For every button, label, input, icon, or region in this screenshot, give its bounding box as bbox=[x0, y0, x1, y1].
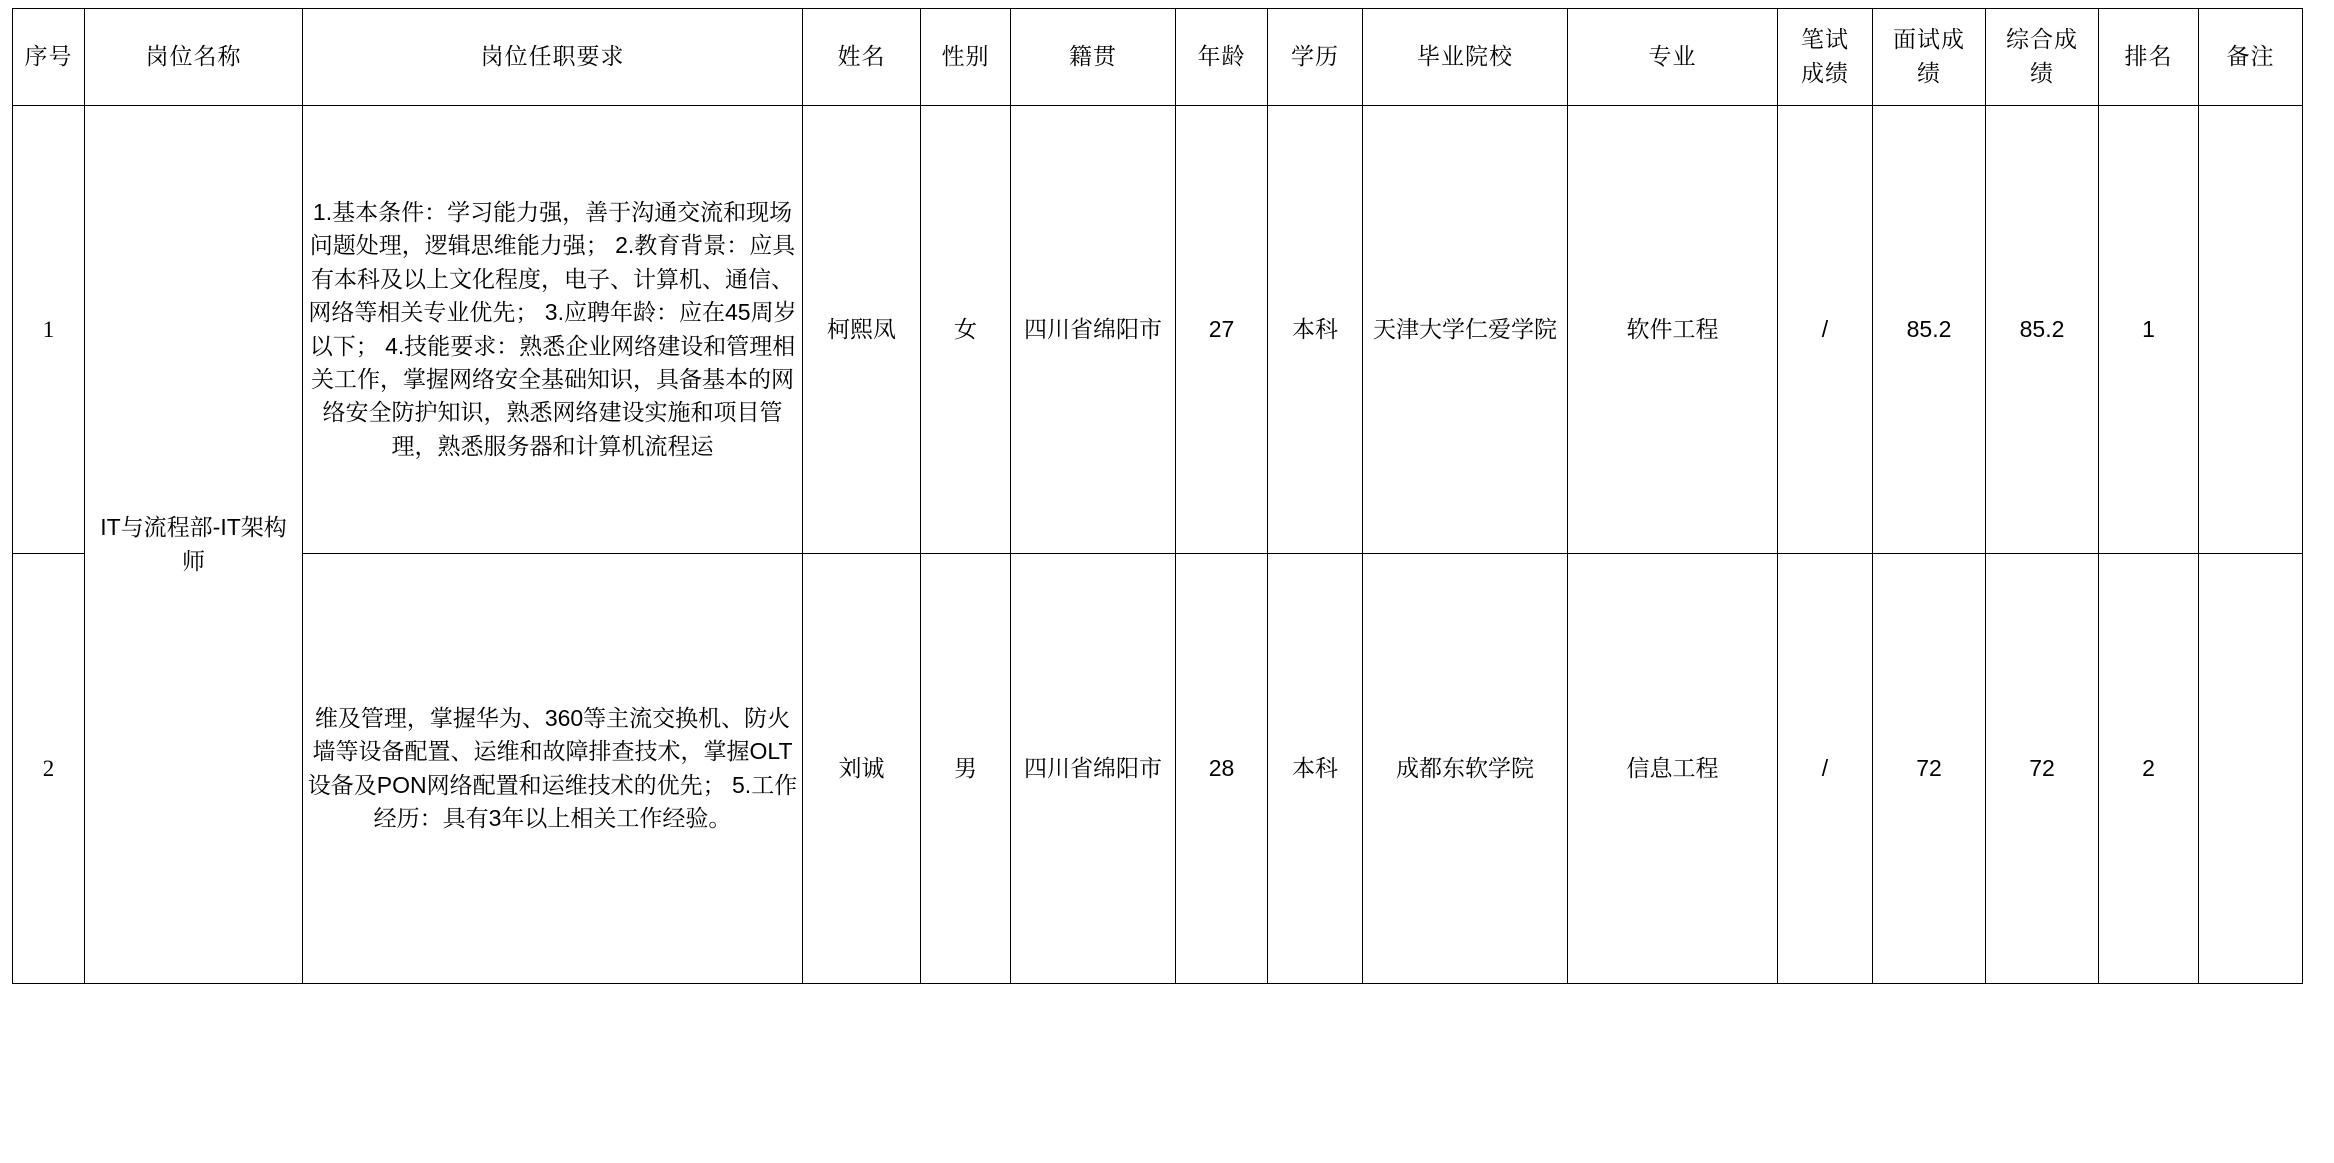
header-age: 年龄 bbox=[1176, 9, 1268, 106]
cell-school: 天津大学仁爱学院 bbox=[1363, 106, 1568, 554]
table-row bbox=[13, 106, 2303, 554]
header-rank: 排名 bbox=[2099, 9, 2199, 106]
cell-requirement-part1: 1.基本条件：学习能力强，善于沟通交流和现场问题处理，逻辑思维能力强； 2.教育背景：应具有本科及以上文化程度，电子、计算机、通信、网络等相关专业优先； 3.应聘年龄：应在45周岁以下； 4.技能要求：熟悉企业网络建设和管理相关工作，掌握网络安全基础知识，具备基本的网络安全防护知识，熟悉网络建设实施和项目管理，熟悉服务器和计算机流程运 bbox=[303, 106, 803, 554]
header-overall-score-line1: 综合成 bbox=[2006, 26, 2078, 52]
cell-name: 柯熙凤 bbox=[803, 106, 921, 554]
cell-education: 本科 bbox=[1268, 106, 1363, 554]
cell-remark bbox=[2199, 554, 2303, 984]
header-remark: 备注 bbox=[2199, 9, 2303, 106]
cell-overall-score: 72 bbox=[1986, 554, 2099, 984]
header-education: 学历 bbox=[1268, 9, 1363, 106]
cell-seq: 2 bbox=[13, 554, 85, 984]
cell-overall-score: 85.2 bbox=[1986, 106, 2099, 554]
header-origin: 籍贯 bbox=[1011, 9, 1176, 106]
cell-origin: 四川省绵阳市 bbox=[1011, 106, 1176, 554]
cell-rank: 1 bbox=[2099, 106, 2199, 554]
cell-age: 28 bbox=[1176, 554, 1268, 984]
header-name: 姓名 bbox=[803, 9, 921, 106]
cell-major: 信息工程 bbox=[1568, 554, 1778, 984]
header-overall-score bbox=[1986, 9, 2099, 106]
header-overall-score-line2: 绩 bbox=[2030, 61, 2054, 86]
header-interview-score-line1: 面试成 bbox=[1893, 26, 1965, 52]
table-body bbox=[13, 106, 2303, 984]
header-written-score-line1: 笔试 bbox=[1801, 26, 1849, 52]
cell-interview-score: 85.2 bbox=[1873, 106, 1986, 554]
cell-remark bbox=[2199, 106, 2303, 554]
header-seq: 序号 bbox=[13, 9, 85, 106]
cell-rank: 2 bbox=[2099, 554, 2199, 984]
header-written-score bbox=[1778, 9, 1873, 106]
header-written-score-line2: 成绩 bbox=[1801, 61, 1849, 86]
header-major: 专业 bbox=[1568, 9, 1778, 106]
table-header bbox=[13, 9, 2303, 106]
cell-education: 本科 bbox=[1268, 554, 1363, 984]
header-interview-score bbox=[1873, 9, 1986, 106]
table-row bbox=[13, 554, 2303, 984]
cell-gender: 女 bbox=[921, 106, 1011, 554]
header-requirement: 岗位任职要求 bbox=[303, 9, 803, 106]
cell-seq: 1 bbox=[13, 106, 85, 554]
header-school: 毕业院校 bbox=[1363, 9, 1568, 106]
cell-gender: 男 bbox=[921, 554, 1011, 984]
cell-school: 成都东软学院 bbox=[1363, 554, 1568, 984]
cell-origin: 四川省绵阳市 bbox=[1011, 554, 1176, 984]
cell-written-score: / bbox=[1778, 106, 1873, 554]
header-gender: 性别 bbox=[921, 9, 1011, 106]
cell-requirement-part2: 维及管理，掌握华为、360等主流交换机、防火墙等设备配置、运维和故障排查技术，掌握OLT设备及PON网络配置和运维技术的优先； 5.工作经历：具有3年以上相关工作经验。 bbox=[303, 554, 803, 984]
cell-age: 27 bbox=[1176, 106, 1268, 554]
header-post-name: 岗位名称 bbox=[85, 9, 303, 106]
cell-written-score: / bbox=[1778, 554, 1873, 984]
cell-major: 软件工程 bbox=[1568, 106, 1778, 554]
candidate-results-table bbox=[12, 8, 2303, 984]
header-interview-score-line2: 绩 bbox=[1917, 61, 1941, 86]
cell-post-name: IT与流程部-IT架构师 bbox=[85, 106, 303, 984]
cell-name: 刘诚 bbox=[803, 554, 921, 984]
table-header-row bbox=[13, 9, 2303, 106]
cell-interview-score: 72 bbox=[1873, 554, 1986, 984]
